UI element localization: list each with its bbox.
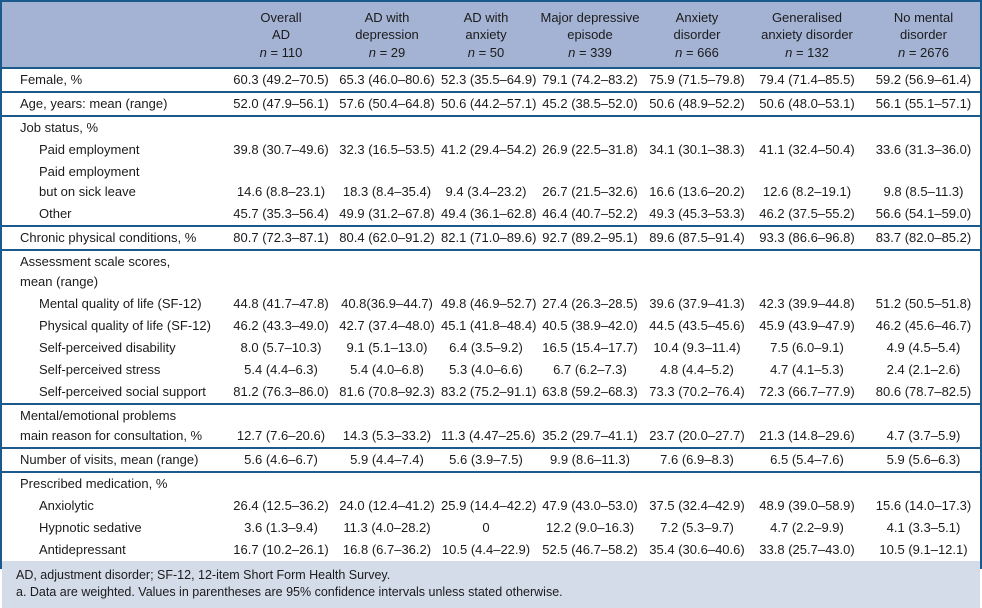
cell-value: 46.2 (43.3–49.0): [233, 318, 329, 333]
cell-value: [647, 472, 747, 495]
table-row: [2, 92, 980, 116]
cell-value: 12.7 (7.6–20.6): [227, 404, 335, 448]
row-label-line: Paid employment: [39, 142, 140, 157]
cell-value: 40.5 (38.9–42.0): [542, 318, 638, 333]
row-label-line: but on sick leave: [39, 184, 136, 199]
row-label: [2, 539, 227, 561]
table-row: [2, 203, 980, 226]
cell-value: [867, 116, 980, 139]
row-label: [2, 404, 227, 448]
cell-value: 9.1 (5.1–13.0): [346, 340, 428, 355]
cell-value: 39.6 (37.9–41.3): [649, 296, 745, 311]
cell-value: 48.9 (39.0–58.9): [759, 498, 855, 513]
cell-value: 26.4 (12.5–36.2): [233, 498, 329, 513]
cell-value: 41.1 (32.4–50.4): [759, 142, 855, 157]
row-label-line: mean (range): [20, 274, 99, 289]
table-row: [2, 381, 980, 404]
column-sample-size: n = 29: [368, 45, 406, 60]
cell-value: 75.9 (71.5–79.8): [647, 68, 747, 92]
cell-value: 49.4 (36.1–62.8): [441, 206, 537, 221]
row-label-line: Physical quality of life (SF-12): [39, 318, 211, 333]
row-label: [2, 226, 227, 250]
cell-value: 4.8 (4.4–5.2): [660, 362, 734, 377]
cell-value: 81.6 (70.8–92.3): [339, 384, 435, 399]
row-label: [2, 359, 227, 381]
cell-value: 56.6 (54.1–59.0): [875, 206, 972, 221]
cell-value: 44.5 (43.5–45.6): [649, 318, 745, 333]
cell-value: 5.9 (5.6–6.3): [867, 448, 980, 472]
cell-value: 46.4 (40.7–52.2): [542, 206, 638, 221]
column-title-line: AD: [271, 27, 291, 42]
cell-value: 35.2 (29.7–41.1): [533, 404, 647, 448]
cell-value: 10.5 (9.1–12.1): [879, 542, 968, 557]
cell-value: 10.4 (9.3–11.4): [653, 340, 741, 355]
cell-value: 50.6 (44.2–57.1): [439, 92, 533, 116]
cell-value: 9.8 (8.5–11.3): [883, 184, 964, 199]
row-label-line: Self-perceived stress: [39, 362, 161, 377]
table-row: [2, 226, 980, 250]
column-title-line: episode: [567, 27, 613, 42]
cell-value: 26.9 (22.5–31.8): [542, 142, 638, 157]
column-title-line: Major depressive: [540, 10, 640, 25]
cell-value: [747, 472, 867, 495]
cell-value: 2.4 (2.1–2.6): [886, 362, 961, 377]
cell-value: [439, 250, 533, 293]
cell-value: 44.8 (41.7–47.8): [233, 296, 329, 311]
cell-value: 82.1 (71.0–89.6): [439, 226, 533, 250]
cell-value: 63.8 (59.2–68.3): [542, 384, 638, 399]
column-sample-size: n = 110: [259, 45, 303, 60]
cell-value: 45.1 (41.8–48.4): [441, 318, 537, 333]
row-label: [2, 92, 227, 116]
column-title-line: disorder: [900, 27, 947, 42]
cell-value: 92.7 (89.2–95.1): [533, 226, 647, 250]
table-row: [2, 250, 980, 293]
cell-value: 49.9 (31.2–67.8): [339, 206, 435, 221]
cell-value: 41.2 (29.4–54.2): [441, 142, 537, 157]
column-header: [867, 2, 980, 68]
table-row: [2, 448, 980, 472]
row-label-line: Age, years: mean (range): [20, 96, 168, 111]
cell-value: [227, 472, 335, 495]
row-label: [2, 337, 227, 359]
cell-value: [867, 250, 980, 293]
cell-value: 3.6 (1.3–9.4): [244, 520, 318, 535]
column-title-line: disorder: [673, 27, 721, 42]
cell-value: 4.1 (3.3–5.1): [886, 520, 961, 535]
row-label: [2, 250, 227, 293]
cell-value: 52.5 (46.7–58.2): [542, 542, 638, 557]
row-label-line: Mental quality of life (SF-12): [39, 296, 202, 311]
cell-value: 16.5 (15.4–17.7): [542, 340, 638, 355]
cell-value: 59.2 (56.9–61.4): [867, 68, 980, 92]
cell-value: 6.7 (6.2–7.3): [553, 362, 627, 377]
row-label: [2, 203, 227, 226]
row-label-line: Self-perceived disability: [39, 340, 176, 355]
table-row: [2, 337, 980, 359]
table-row: [2, 293, 980, 315]
row-label-line: Other: [39, 206, 72, 221]
cell-value: 18.3 (8.4–35.4): [342, 184, 432, 199]
cell-value: 47.9 (43.0–53.0): [542, 498, 638, 513]
cell-value: 7.6 (6.9–8.3): [647, 448, 747, 472]
cell-value: 6.5 (5.4–7.6): [747, 448, 867, 472]
cell-value: 5.6 (3.9–7.5): [439, 448, 533, 472]
cell-value: 5.4 (4.0–6.8): [350, 362, 424, 377]
row-label: [2, 116, 227, 139]
cell-value: 5.9 (4.4–7.4): [335, 448, 439, 472]
cell-value: 51.2 (50.5–51.8): [875, 296, 972, 311]
cell-value: 46.2 (37.5–55.2): [759, 206, 855, 221]
row-label-line: Assessment scale scores,: [20, 254, 171, 269]
cell-value: 72.3 (66.7–77.9): [759, 384, 855, 399]
cell-value: [647, 250, 747, 293]
cell-value: [227, 116, 335, 139]
cell-value: 16.7 (10.2–26.1): [233, 542, 329, 557]
cell-value: 45.9 (43.9–47.9): [759, 318, 855, 333]
table-row: [2, 495, 980, 517]
row-label: [2, 293, 227, 315]
cell-value: 93.3 (86.6–96.8): [747, 226, 867, 250]
cell-value: 80.6 (78.7–82.5): [875, 384, 972, 399]
cell-value: [439, 472, 533, 495]
cell-value: 4.9 (4.5–5.4): [886, 340, 961, 355]
cell-value: 5.3 (4.0–6.6): [449, 362, 523, 377]
cell-value: [533, 116, 647, 139]
cell-value: 45.2 (38.5–52.0): [533, 92, 647, 116]
column-title-line: depression: [355, 27, 419, 42]
row-label-line: main reason for consultation, %: [20, 428, 203, 443]
cell-value: 45.7 (35.3–56.4): [233, 206, 329, 221]
row-label: [2, 495, 227, 517]
cell-value: 25.9 (14.4–42.2): [441, 498, 537, 513]
cell-value: 9.9 (8.6–11.3): [533, 448, 647, 472]
table-body: [2, 68, 980, 561]
table-row: [2, 161, 980, 203]
cell-value: 6.4 (3.5–9.2): [449, 340, 523, 355]
cell-value: 9.4 (3.4–23.2): [445, 184, 527, 199]
column-header: [335, 2, 439, 68]
row-label-line: Mental/emotional problems: [20, 408, 177, 423]
column-title-line: Anxiety: [675, 10, 719, 25]
row-label: [2, 472, 227, 495]
cell-value: 26.7 (21.5–32.6): [542, 184, 638, 199]
column-title-line: No mental: [893, 10, 954, 25]
cell-value: [867, 472, 980, 495]
row-label-line: Hypnotic sedative: [39, 520, 142, 535]
table-row: [2, 359, 980, 381]
table-row: [2, 139, 980, 161]
column-header: [647, 2, 747, 68]
cell-value: [747, 116, 867, 139]
cell-value: 49.8 (46.9–52.7): [441, 296, 537, 311]
cell-value: 12.2 (9.0–16.3): [545, 520, 635, 535]
cell-value: [439, 116, 533, 139]
cell-value: [335, 472, 439, 495]
cell-value: 80.7 (72.3–87.1): [227, 226, 335, 250]
cell-value: 4.7 (2.2–9.9): [770, 520, 844, 535]
row-label: [2, 448, 227, 472]
table-row: [2, 68, 980, 92]
cell-value: 46.2 (45.6–46.7): [875, 318, 972, 333]
cell-value: 5.4 (4.4–6.3): [244, 362, 318, 377]
row-label: [2, 381, 227, 404]
row-label: [2, 315, 227, 337]
cell-value: 33.6 (31.3–36.0): [875, 142, 972, 157]
column-title-line: AD with: [364, 10, 410, 25]
row-label-line: Antidepressant: [39, 542, 126, 557]
cell-value: 23.7 (20.0–27.7): [647, 404, 747, 448]
column-title-line: Overall: [260, 10, 302, 25]
column-title-line: Generalised: [771, 10, 843, 25]
row-label-line: Self-perceived social support: [39, 384, 206, 399]
row-label-line: Female, %: [20, 72, 83, 87]
cell-value: 56.1 (55.1–57.1): [867, 92, 980, 116]
row-label-line: Prescribed medication, %: [20, 476, 168, 491]
cell-value: 73.3 (70.2–76.4): [649, 384, 745, 399]
cell-value: 50.6 (48.0–53.1): [747, 92, 867, 116]
cell-value: 60.3 (49.2–70.5): [227, 68, 335, 92]
table-row: [2, 315, 980, 337]
row-label-line: Chronic physical conditions, %: [20, 230, 197, 245]
row-label: [2, 68, 227, 92]
column-sample-size: n = 2676: [898, 45, 949, 60]
cell-value: 8.0 (5.7–10.3): [240, 340, 322, 355]
data-table: [2, 2, 980, 561]
cell-value: 65.3 (46.0–80.6): [335, 68, 439, 92]
cell-value: 4.7 (3.7–5.9): [867, 404, 980, 448]
cell-value: 7.2 (5.3–9.7): [660, 520, 734, 535]
cell-value: 35.4 (30.6–40.6): [649, 542, 745, 557]
cell-value: 10.5 (4.4–22.9): [441, 542, 531, 557]
cell-value: 14.3 (5.3–33.2): [335, 404, 439, 448]
cell-value: [533, 472, 647, 495]
column-header: [533, 2, 647, 68]
column-header: [227, 2, 335, 68]
table-row: [2, 116, 980, 139]
row-label-line: Paid employment: [39, 164, 140, 179]
row-label: [2, 517, 227, 539]
cell-value: [533, 250, 647, 293]
cell-value: 0: [482, 520, 490, 535]
cell-value: [227, 250, 335, 293]
table-row: [2, 472, 980, 495]
cell-value: 52.3 (35.5–64.9): [439, 68, 533, 92]
table-row: [2, 539, 980, 561]
footnote-abbreviations: AD, adjustment disorder; SF-12, 12-item Short Form Health Survey.: [16, 568, 391, 582]
footnote-weighting: a. Data are weighted. Values in parentheses are 95% confidence intervals unless stated otherwise.: [16, 585, 563, 599]
column-header: [747, 2, 867, 68]
column-title-line: AD with: [463, 10, 509, 25]
cell-value: [747, 250, 867, 293]
header-row: [2, 2, 980, 68]
cell-value: 89.6 (87.5–91.4): [647, 226, 747, 250]
column-sample-size: n = 50: [467, 45, 505, 60]
table-header: [2, 2, 980, 68]
cell-value: 15.6 (14.0–17.3): [875, 498, 972, 513]
row-label-line: Number of visits, mean (range): [20, 452, 199, 467]
table-footnotes: [2, 561, 980, 608]
column-title-line: anxiety disorder: [761, 27, 853, 42]
cell-value: 39.8 (30.7–49.6): [233, 142, 329, 157]
cell-value: 42.3 (39.9–44.8): [759, 296, 855, 311]
row-label-line: Anxiolytic: [39, 498, 94, 513]
row-label: [2, 139, 227, 161]
cell-value: 14.6 (8.8–23.1): [236, 184, 326, 199]
cell-value: 7.5 (6.0–9.1): [770, 340, 844, 355]
table-row: [2, 404, 980, 448]
cell-value: 34.1 (30.1–38.3): [649, 142, 745, 157]
cell-value: 27.4 (26.3–28.5): [542, 296, 638, 311]
cell-value: 52.0 (47.9–56.1): [227, 92, 335, 116]
column-header: [439, 2, 533, 68]
cell-value: 42.7 (37.4–48.0): [339, 318, 435, 333]
cell-value: 83.2 (75.2–91.1): [441, 384, 537, 399]
cell-value: 37.5 (32.4–42.9): [649, 498, 745, 513]
cell-value: 32.3 (16.5–53.5): [339, 142, 435, 157]
cell-value: 33.8 (25.7–43.0): [759, 542, 855, 557]
cell-value: 5.6 (4.6–6.7): [227, 448, 335, 472]
row-label: [2, 161, 227, 203]
cell-value: 11.3 (4.0–28.2): [343, 520, 431, 535]
row-label-line: Job status, %: [20, 120, 99, 135]
cell-value: 57.6 (50.4–64.8): [335, 92, 439, 116]
cell-value: 81.2 (76.3–86.0): [233, 384, 329, 399]
cell-value: 24.0 (12.4–41.2): [339, 498, 435, 513]
cell-value: 79.4 (71.4–85.5): [747, 68, 867, 92]
table-row: [2, 517, 980, 539]
cell-value: 83.7 (82.0–85.2): [867, 226, 980, 250]
column-title-line: anxiety: [465, 27, 507, 42]
cell-value: 11.3 (4.47–25.6): [439, 404, 533, 448]
cell-value: 12.6 (8.2–19.1): [762, 184, 852, 199]
cell-value: [335, 250, 439, 293]
cell-value: 79.1 (74.2–83.2): [533, 68, 647, 92]
cell-value: [335, 116, 439, 139]
cell-value: 4.7 (4.1–5.3): [770, 362, 844, 377]
column-sample-size: n = 132: [785, 45, 829, 60]
header-label-spacer: [2, 2, 227, 68]
cell-value: 80.4 (62.0–91.2): [335, 226, 439, 250]
cell-value: 16.6 (13.6–20.2): [649, 184, 745, 199]
column-sample-size: n = 339: [568, 45, 612, 60]
cell-value: 21.3 (14.8–29.6): [747, 404, 867, 448]
cell-value: 40.8(36.9–44.7): [341, 296, 433, 311]
column-sample-size: n = 666: [675, 45, 719, 60]
cell-value: 49.3 (45.3–53.3): [649, 206, 745, 221]
cell-value: [647, 116, 747, 139]
cell-value: 16.8 (6.7–36.2): [342, 542, 432, 557]
cell-value: 50.6 (48.9–52.2): [647, 92, 747, 116]
